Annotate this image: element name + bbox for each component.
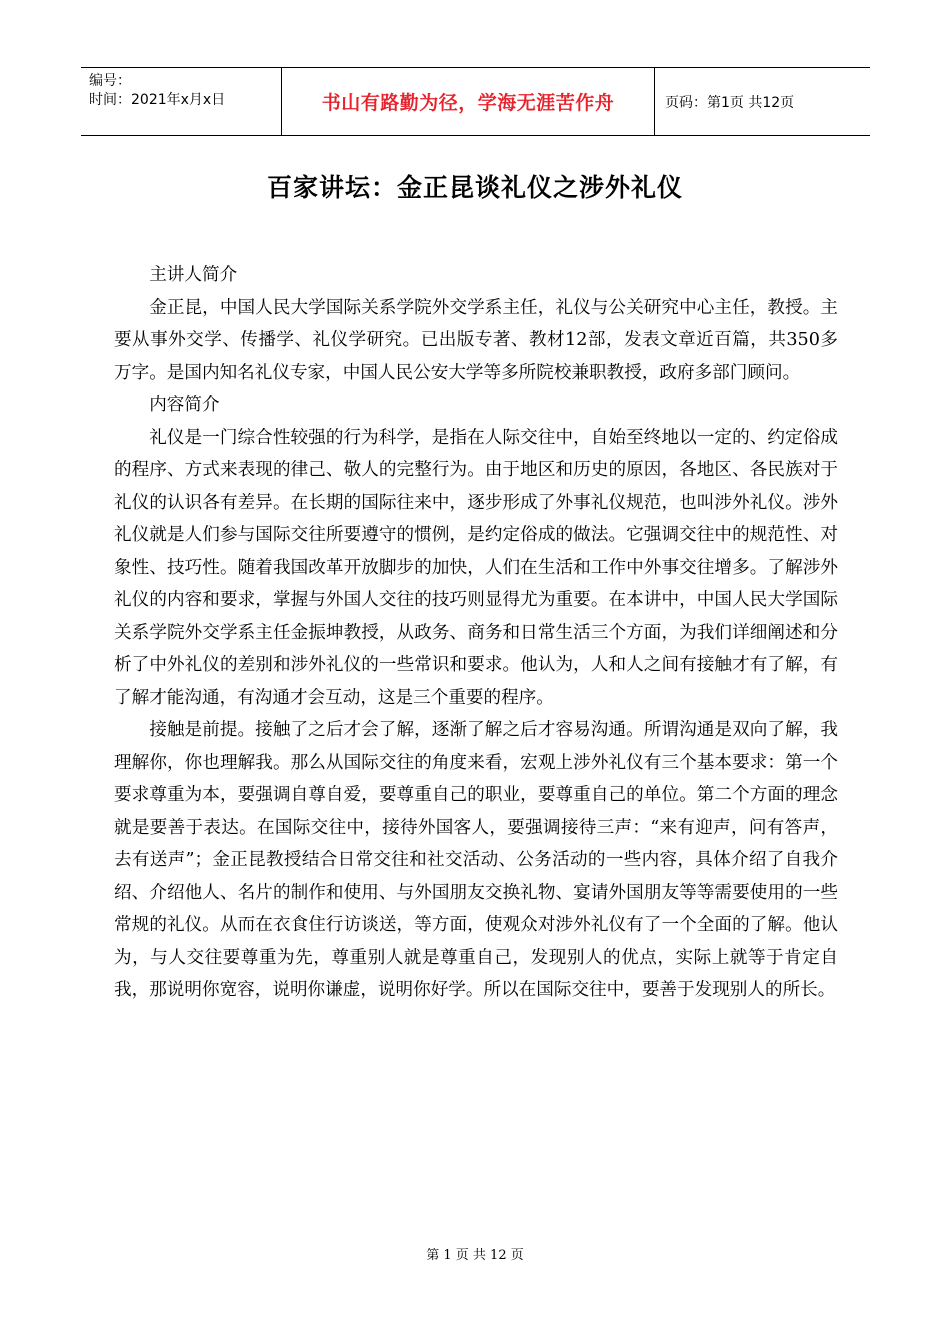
paragraph-contact: 接触是前提。接触了之后才会了解，逐渐了解之后才容易沟通。所谓沟通是双向了解，我理解你，你也理解我。那么从国际交往的角度来看，宏观上涉外礼仪有三个基本要求：第一个要求尊重为本，要强调自尊自爱，要尊重自己的职业，要尊重自己的单位。第二个方面的理念就是要善于表达。在国际交往中，接待外国客人，要强调接待三声：“来有迎声，问有答声，去有送声”；金正昆教授结合日常交往和社交活动、公务活动的一些内容，具体介绍了自我介绍、介绍他人、名片的制作和使用、与外国朋友交换礼物、宴请外国朋友等等需要使用的一些常规的礼仪。从而在衣食住行访谈送，等方面，使观众对涉外礼仪有了一个全面的了解。他认为，与人交往要尊重为先，尊重别人就是尊重自己，发现别人的优点，实际上就等于肯定自我，那说明你宽容，说明你谦虚，说明你好学。所以在国际交往中，要善于发现别人的所长。 [114, 720, 838, 1000]
document-time-label: 时间：2021年x月x日 [89, 92, 226, 108]
page-footer: 第 1 页 共 12 页 [426, 1248, 524, 1263]
header-meta-cell [81, 68, 282, 135]
section-heading-content: 内容简介 [149, 395, 220, 415]
section-heading-speaker: 主讲人简介 [149, 265, 238, 285]
header-motto-cell [282, 68, 655, 135]
header-table [81, 67, 870, 136]
document-body [114, 259, 838, 1007]
header-page-info: 页码：第1页 共12页 [665, 94, 795, 111]
header-page-cell [655, 68, 870, 135]
document-number-label: 编号： [89, 73, 131, 89]
document-title: 百家讲坛：金正昆谈礼仪之涉外礼仪 [266, 173, 683, 202]
header-motto: 书山有路勤为径，学海无涯苦作舟 [321, 92, 615, 114]
paragraph-content-intro: 礼仪是一门综合性较强的行为科学，是指在人际交往中，自始至终地以一定的、约定俗成的程序、方式来表现的律己、敬人的完整行为。由于地区和历史的原因，各地区、各民族对于礼仪的认识各有差异。在长期的国际往来中，逐步形成了外事礼仪规范，也叫涉外礼仪。涉外礼仪就是人们参与国际交往所要遵守的惯例，是约定俗成的做法。它强调交往中的规范性、对象性、技巧性。随着我国改革开放脚步的加快，人们在生活和工作中外事交往增多。了解涉外礼仪的内容和要求，掌握与外国人交往的技巧则显得尤为重要。在本讲中，中国人民大学国际关系学院外交学系主任金振坤教授，从政务、商务和日常生活三个方面，为我们详细阐述和分析了中外礼仪的差别和涉外礼仪的一些常识和要求。他认为，人和人之间有接触才有了解，有了解才能沟通，有沟通才会互动，这是三个重要的程序。 [114, 427, 838, 708]
paragraph-speaker-bio: 金正昆，中国人民大学国际关系学院外交学系主任，礼仪与公关研究中心主任，教授。主要从事外交学、传播学、礼仪学研究。已出版专著、教材12部，发表文章近百篇，共350多万字。是国内知名礼仪专家，中国人民公安大学等多所院校兼职教授，政府多部门顾问。 [114, 297, 838, 383]
